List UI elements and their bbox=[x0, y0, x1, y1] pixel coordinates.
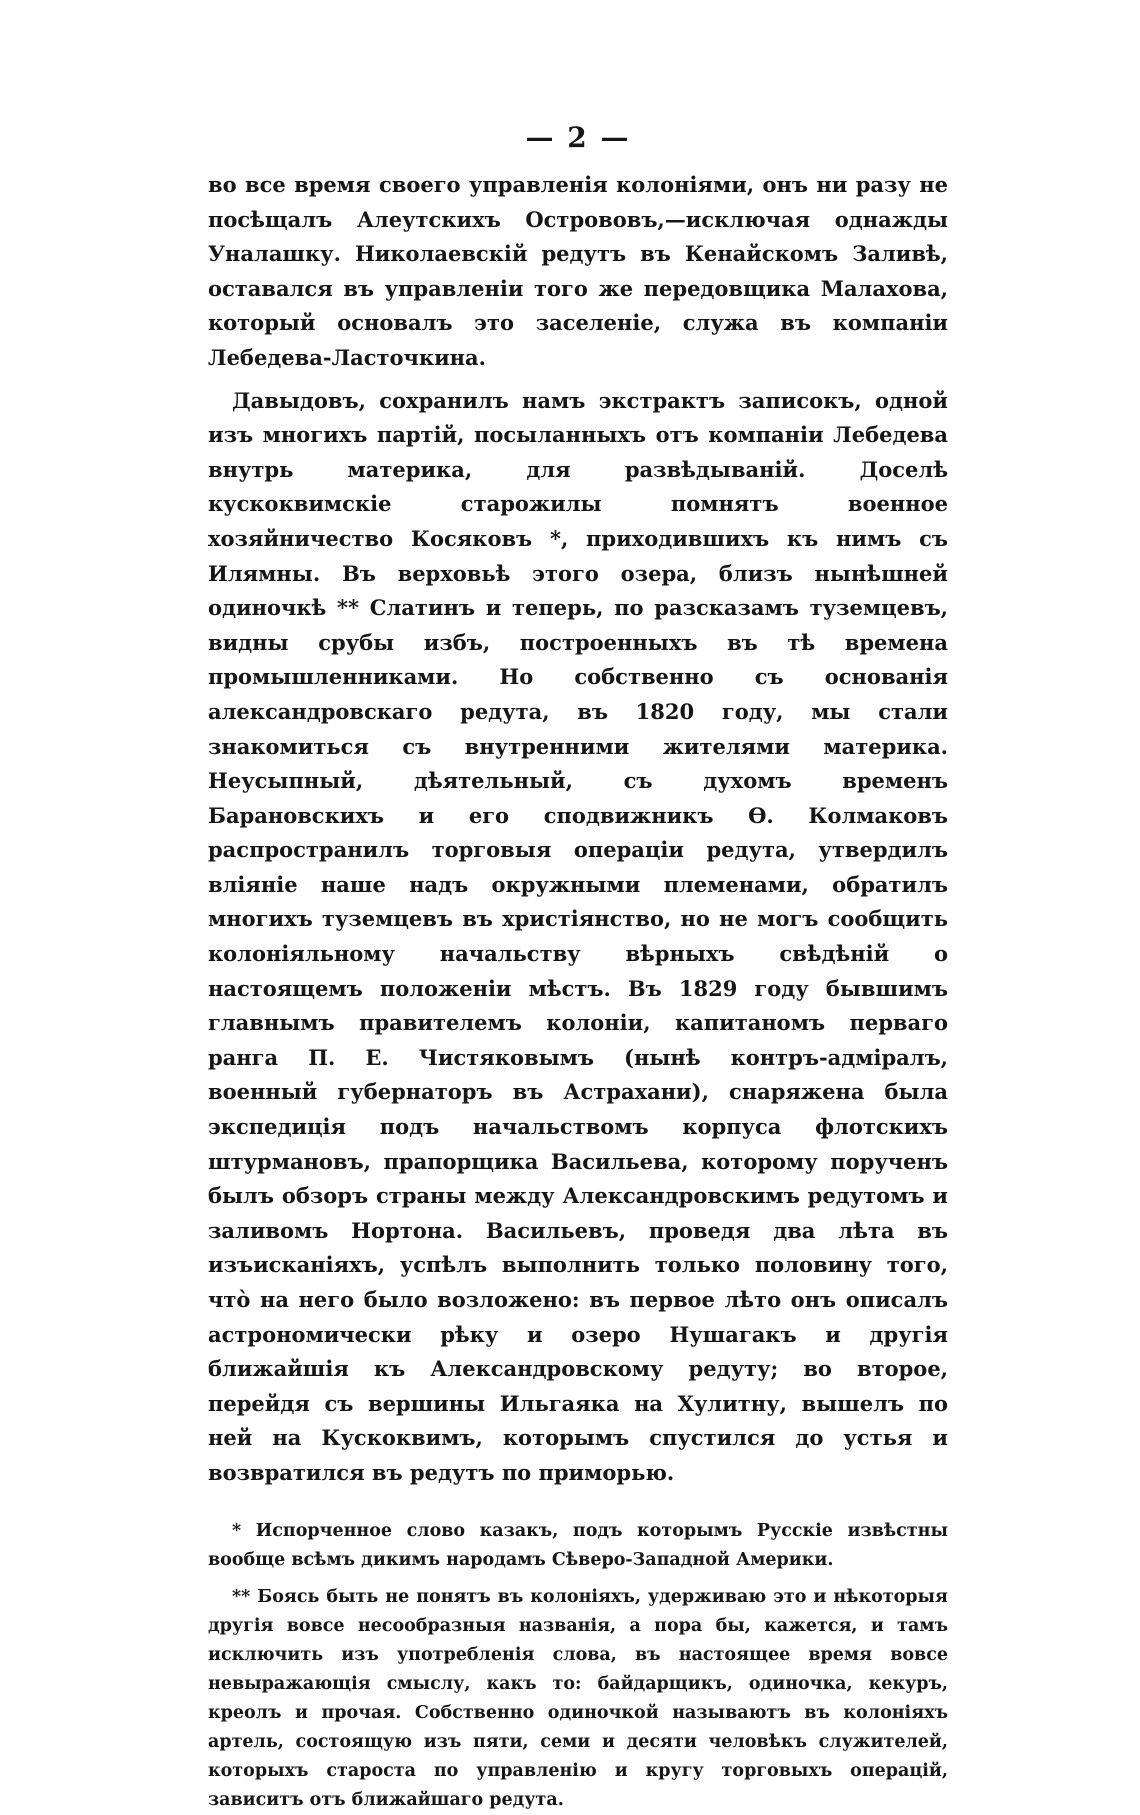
page-number: — 2 — bbox=[525, 121, 631, 154]
paragraph-2: Давыдовъ, сохранилъ намъ экстрактъ записокъ, одной изъ многихъ партій, посыланныхъ отъ компаніи Лебедева внутрь материка, для развѣдываній. Доселѣ кускоквимскіе старожилы помнятъ военное хозяйничество Косяковъ *, приходившихъ къ нимъ съ Илямны. Въ верховьѣ этого озера, близъ нынѣшней одиночкѣ ** Слатинъ и теперь, по разсказамъ туземцевъ, видны срубы избъ, построенныхъ въ тѣ времена промышленниками. Но собственно съ основанія александровскаго редута, въ 1820 году, мы стали знакомиться съ внутренними жителями материка. Неусыпный, дѣятельный, съ духомъ временъ Барановскихъ и его сподвижникъ Ѳ. Колмаковъ распространилъ торговыя операціи редута, утвердилъ вліяніе наше надъ окружными племенами, обратилъ многихъ туземцевъ въ христіянство, но не могъ сообщить колоніяльному начальству вѣрныхъ свѣдѣній о настоящемъ положеніи мѣстъ. Въ 1829 году бывшимъ главнымъ правителемъ колоніи, капитаномъ перваго ранга П. Е. Чистяковымъ (нынѣ контръ-адміралъ, военный губернаторъ въ Астрахани), снаряжена была экспедиція подъ начальствомъ корпуса флотскихъ штурмановъ, прапорщика Васильева, которому порученъ былъ обзоръ страны между Александровскимъ редутомъ и заливомъ Нортона. Васильевъ, проведя два лѣта въ изъисканіяхъ, успѣлъ выполнить только половину того, что̀ на него было возложено: въ первое лѣто онъ описалъ астрономически рѣку и озеро Нушагакъ и другія ближайшія къ Александровскому редуту; во второе, перейдя съ вершины Ильгаяка на Хулитну, вышелъ по ней на Кускоквимъ, которымъ спустился до устья и возвратился въ редутъ по приморью. bbox=[208, 387, 948, 1485]
footnotes bbox=[208, 1517, 948, 1815]
main-text bbox=[208, 168, 948, 1491]
book-page bbox=[208, 118, 948, 1815]
paragraph-1: во все время своего управленія колоніями, онъ ни разу не посѣщалъ Алеутскихъ Острововъ,—исключая однажды Уналашку. Николаевскій редутъ въ Кенайскомъ Заливѣ, оставался въ управленіи того же передовщика Малахова, который основалъ это заселеніе, служа въ компаніи Лебедева-Ласточкина. bbox=[208, 172, 948, 370]
footnote-1: * Испорченное слово казакъ, подъ которымъ Русскіе извѣстны вообще всѣмъ дикимъ народамъ Сѣверо-Западной Америки. bbox=[208, 1520, 948, 1570]
footnote-2: ** Боясь быть не понятъ въ колоніяхъ, удерживаю это и нѣкоторыя другія вовсе несообразныя названія, а пора бы, кажется, и тамъ исключить изъ употребленія слова, въ настоящее время вовсе невыражающія смыслу, какъ то: байдарщикъ, одиночка, кекуръ, креолъ и прочая. Собственно одиночкой называютъ въ колоніяхъ артель, состоящую изъ пяти, семи и десяти человѣкъ служителей, которыхъ староста по управленію и кругу торговыхъ операцій, зависитъ отъ ближайшаго редута. bbox=[208, 1586, 948, 1810]
